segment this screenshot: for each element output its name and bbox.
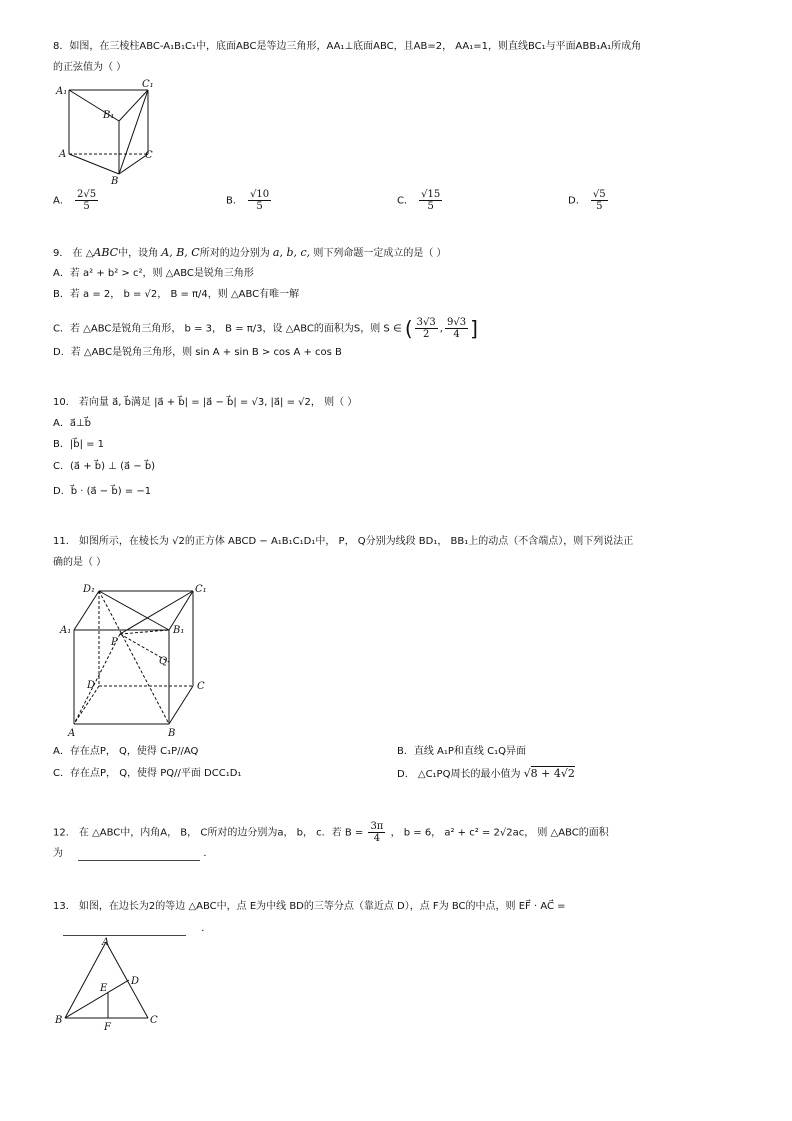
q8-label-a: A <box>59 149 67 160</box>
q10-stem: 10． 若向量 a⃗, b⃗满足 |a⃗ + b⃗| = |a⃗ − b⃗| = √3, |a⃗| = √2， 则（ ） <box>53 397 358 408</box>
q11-stem-line2: 确的是（ ） <box>53 557 107 568</box>
q9-option-c: C．若 △ABC是锐角三角形， b = 3， B = π/3，设 △ABC的面积为S，则 S ∈ ( $\frac{3√3}{2}$ , $\frac{9√3}{4}$ ] <box>53 316 478 341</box>
q11-cube-figure <box>55 578 215 740</box>
q11-option-c: C．存在点P， Q，使得 PQ//平面 DCC₁D₁ <box>53 768 242 779</box>
q8-stem-line2: 的正弦值为（ ） <box>53 62 127 73</box>
q8-option-d: D． $\frac{√5}{5}$ <box>568 189 606 212</box>
q11-option-d: D． △C₁PQ周长的最小值为 √8 + 4√2 <box>397 767 575 780</box>
q11-label-q: Q <box>159 656 168 667</box>
q13-label-d: D <box>131 976 140 987</box>
q11-label-p: P <box>111 637 118 648</box>
q11-label-c: C <box>197 681 205 692</box>
q10-option-d: D．b⃗ · (a⃗ − b⃗) = −1 <box>53 486 152 497</box>
q8-option-b: B． $\frac{√10}{5}$ <box>226 189 270 212</box>
q13-stem: 13． 如图，在边长为2的等边 △ABC中，点 E为中线 BD的三等分点（靠近点 D），点 F为 BC的中点，则 EF⃗ · AC⃗ = <box>53 901 566 912</box>
q11-label-a: A <box>68 728 76 739</box>
q11-label-b1: B₁ <box>173 625 185 636</box>
q8-label-b: B <box>111 176 119 187</box>
q9-option-b: B．若 a = 2， b = √2， B = π/4，则 △ABC有唯一解 <box>53 289 300 300</box>
q10-option-b: B．|b⃗| = 1 <box>53 439 105 450</box>
q11-label-d1: D₁ <box>83 584 96 595</box>
q11-option-b: B．直线 A₁P和直线 C₁Q异面 <box>397 746 526 757</box>
q11-option-a: A．存在点P， Q，使得 C₁P//AQ <box>53 746 199 757</box>
q11-label-b: B <box>168 728 176 739</box>
q9-option-d: D．若 △ABC是锐角三角形，则 sin A + sin B > cos A + cos B <box>53 347 342 358</box>
q8-label-b1: B₁ <box>103 110 115 121</box>
q11-stem-line1: 11． 如图所示，在棱长为 √2的正方体 ABCD − A₁B₁C₁D₁中， P， Q分别为线段 BD₁， BB₁上的动点（不含端点），则下列说法正 <box>53 536 634 547</box>
q13-label-a: A <box>102 937 110 948</box>
q11-label-a1: A₁ <box>60 625 72 636</box>
q8-prism-figure <box>52 76 162 188</box>
q13-label-f: F <box>104 1022 111 1033</box>
q12-stem: 12． 在 △ABC中，内角A， B， C所对的边分别为a， b， c．若 B = $\frac{3\pi}{4}$ ， b = 6， a² + c² = 2√2ac， 则 △ABC的面积 <box>53 821 609 844</box>
q8-label-a1: A₁ <box>56 86 68 97</box>
q8-label-c1: C₁ <box>142 79 154 90</box>
q12-answer-blank[interactable] <box>78 860 200 861</box>
q11-label-d: D <box>87 680 96 691</box>
q8-label-c: C <box>145 150 153 161</box>
q9-option-a: A．若 a² + b² > c²，则 △ABC是锐角三角形 <box>53 268 254 279</box>
q11-label-c1: C₁ <box>195 584 207 595</box>
q13-triangle-figure <box>52 936 170 1034</box>
q13-label-e: E <box>100 983 108 994</box>
q13-label-b: B <box>55 1015 63 1026</box>
q13-label-c: C <box>150 1015 158 1026</box>
q13-answer-line: ． <box>63 922 211 936</box>
q12-answer-line: 为 ． <box>53 848 214 859</box>
q9-stem: 9． 在 △ABC中，设角 A, B, C所对的边分别为 a, b, c, 则下列命题一定成立的是（ ） <box>53 246 447 259</box>
q10-option-a: A．a⃗⊥b⃗ <box>53 418 92 429</box>
q10-option-c: C．(a⃗ + b⃗) ⊥ (a⃗ − b⃗) <box>53 461 156 472</box>
q8-stem-line1: 8．如图，在三棱柱ABC-A₁B₁C₁中，底面ABC是等边三角形，AA₁⊥底面ABC，且AB=2， AA₁=1，则直线BC₁与平面ABB₁A₁所成角 <box>53 41 642 52</box>
q8-option-a: A． $\frac{2√5}{5}$ <box>53 189 97 212</box>
q8-option-c: C． $\frac{√15}{5}$ <box>397 189 441 212</box>
